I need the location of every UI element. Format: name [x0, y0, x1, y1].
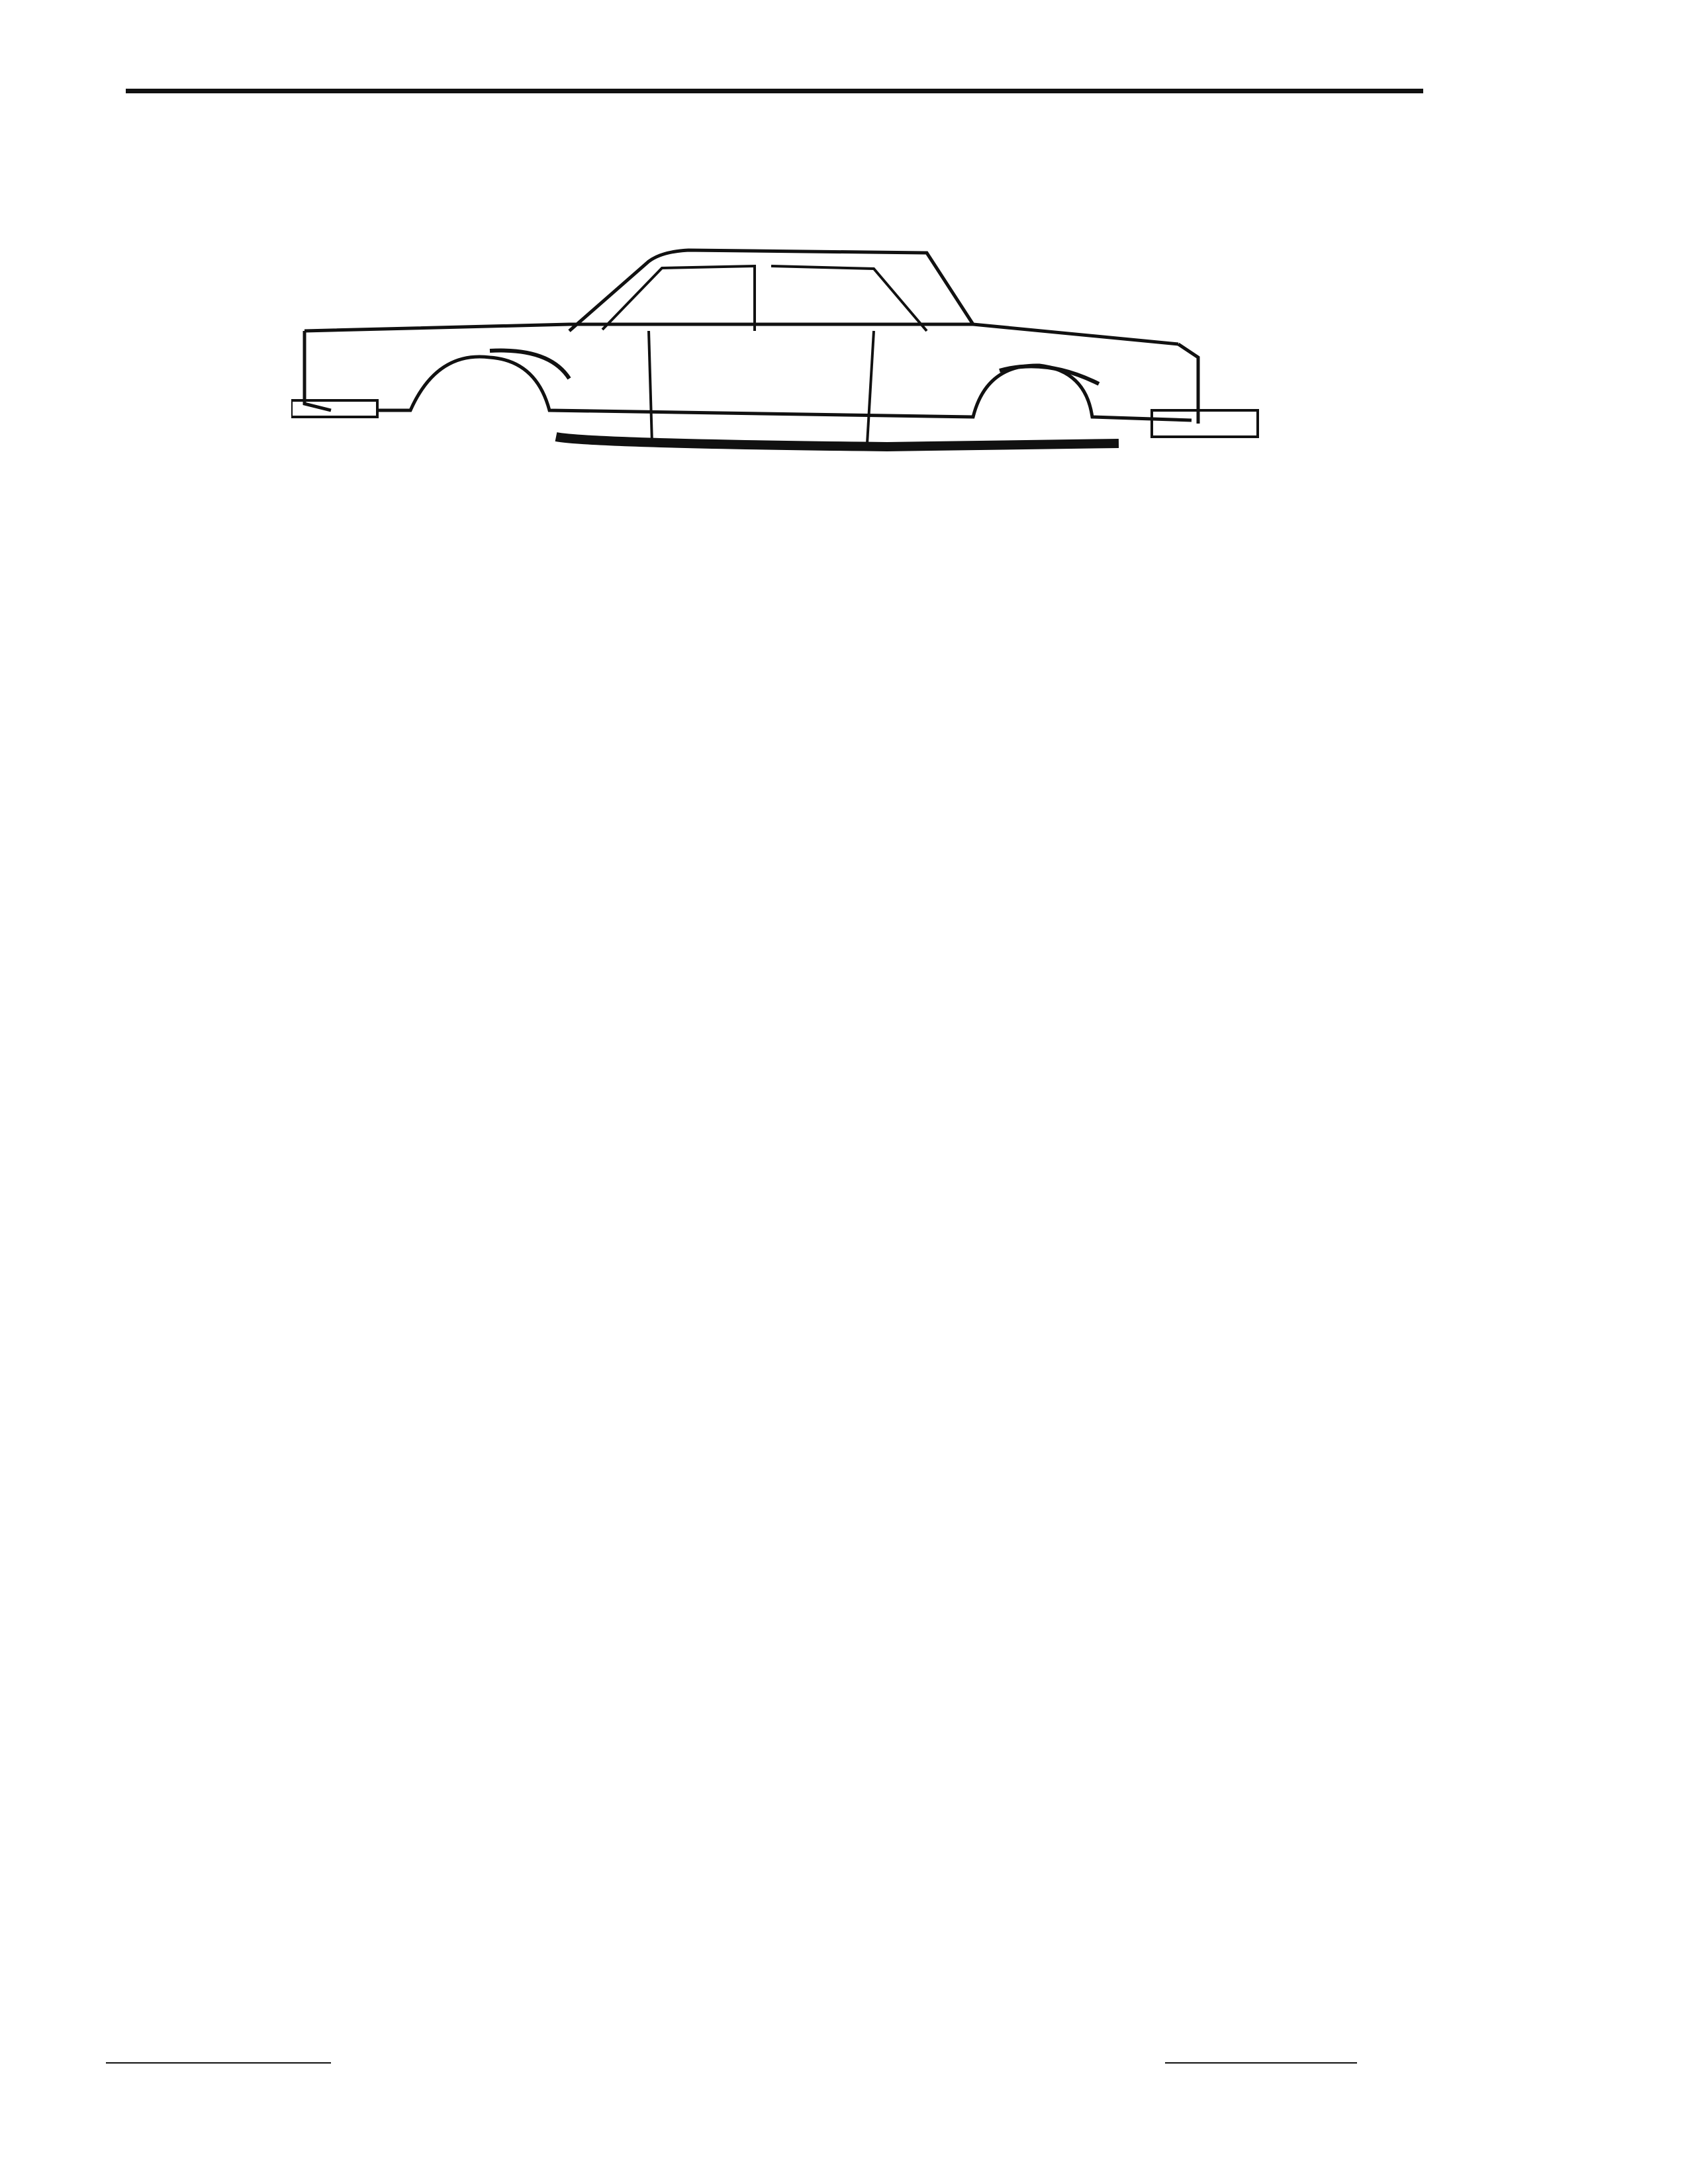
top-rule	[126, 89, 1423, 93]
car-side-illustration	[291, 132, 1284, 556]
footer-rule-left	[106, 2062, 331, 2064]
footer-rule-right	[1165, 2062, 1357, 2064]
car-body	[291, 250, 1258, 447]
